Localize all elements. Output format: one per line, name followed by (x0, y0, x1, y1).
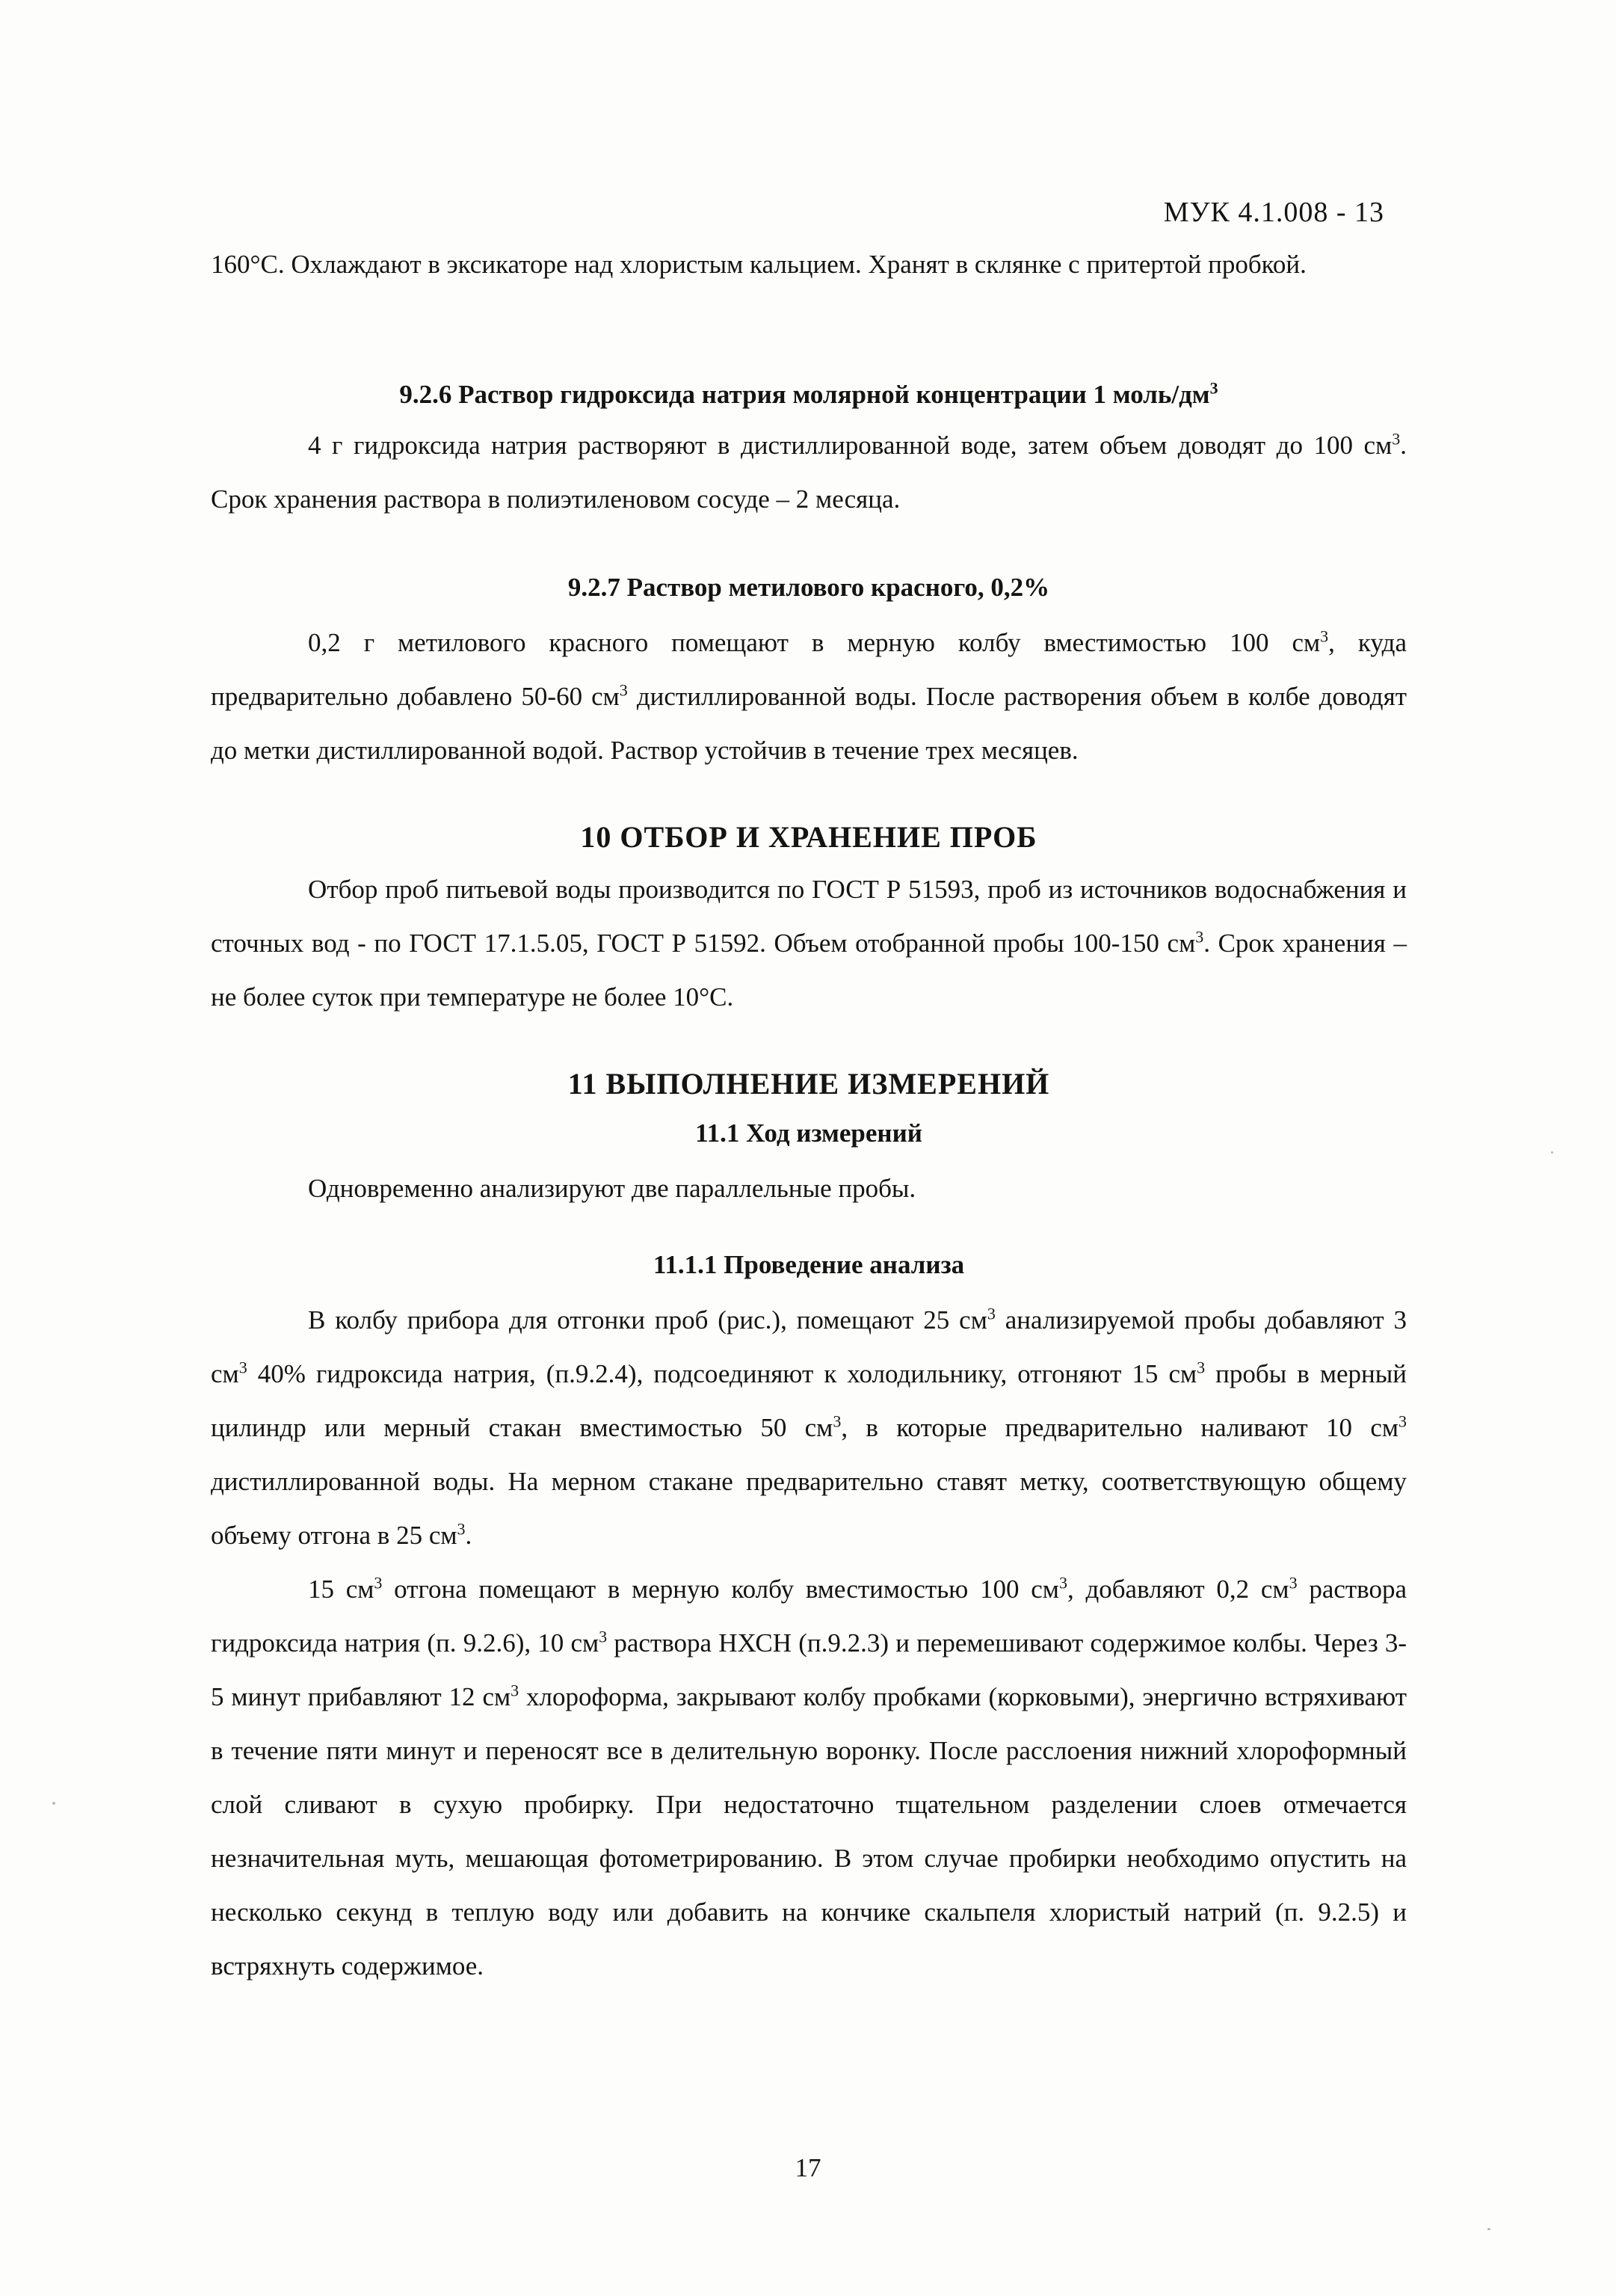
body-paragraph: Отбор проб питьевой воды производится по ГОСТ Р 51593, проб из источников водоснабжения и сточных вод - по ГОСТ 17.1.5.05, ГОСТ Р 51592. Объем отобранной пробы 100-150 $см^3$. Срок хранения – не более суток при температуре не более 10°С. (211, 875, 1407, 1012)
section-heading: 9.2.6 Раствор гидроксида натрия молярной концентрации 1 моль/$дм^3$ (399, 378, 1218, 409)
section-heading: 11 ВЫПОЛНЕНИЕ ИЗМЕРЕНИЙ (567, 1067, 1050, 1101)
scan-speck (1487, 2228, 1490, 2230)
body-paragraph: В колбу прибора для отгонки проб (рис.), помещают 25 $см^3$ анализируемой пробы добавляют 3 $см^3$ 40% гидроксида натрия, (п.9.2.4), подсоединяют к холодильнику, отгоняют 15 $см^3$ пробы в мерный цилиндр или мерный стакан вместимостью 50 $см^3$, в которые предварительно наливают 10 $см^3$ дистиллированной воды. На мерном стакане предварительно ставят метку, соответствующую общему объему отгона в 25 $см^3$. (211, 1304, 1407, 1550)
body-paragraph: 0,2 г метилового красного помещают в мерную колбу вместимостью 100 $см^3$, куда предварительно добавлено 50-60 $см^3$ дистиллированной воды. После растворения объем в колбе доводят до метки дистиллированной водой. Раствор устойчив в течение трех месяцев. (211, 627, 1407, 765)
body-paragraph: 4 г гидроксида натрия растворяют в дистиллированной воде, затем объем доводят до 100 $см^3$. Срок хранения раствора в полиэтиленовом сосуде – 2 месяца. (211, 429, 1407, 514)
body-paragraph: Одновременно анализируют две параллельные пробы. (308, 1174, 916, 1203)
subsection-heading: 11.1 Ход измерений (695, 1118, 922, 1148)
section-9-2-7 (211, 565, 1407, 778)
section-heading: 9.2.7 Раствор метилового красного, 0,2% (567, 573, 1050, 602)
section-9-2-6 (211, 372, 1407, 526)
page-number: 17 (795, 2153, 821, 2182)
scan-speck (1551, 1151, 1553, 1154)
section-heading: 10 ОТБОР И ХРАНЕНИЕ ПРОБ (580, 820, 1037, 854)
document-code: МУК 4.1.008 - 13 (1163, 197, 1384, 228)
scan-speck (52, 1802, 55, 1805)
section-10 (211, 813, 1407, 1024)
continuation-paragraph-block (211, 238, 1407, 292)
subsection-heading: 11.1.1 Проведение анализа (653, 1250, 965, 1279)
section-11 (211, 1060, 1407, 1993)
body-paragraph: 15 $см^3$ отгона помещают в мерную колбу вместимостью 100 $см^3$, добавляют 0,2 $см^3$ раствора гидроксида натрия (п. 9.2.6), 10 $см^3$ раствора НХСН (п.9.2.3) и перемешивают содержимое колбы. Через 3-5 минут прибавляют 12 $см^3$ хлороформа, закрывают колбу пробками (корковыми), энергично встряхивают в течение пяти минут и переносят все в делительную воронку. После расслоения нижний хлороформный слой сливают в сухую пробирку. При недостаточно тщательном разделении слоев отмечается незначительная муть, мешающая фотометрированию. В этом случае пробирки необходимо опустить на несколько секунд в теплую воду или добавить на кончике скальпеля хлористый натрий (п. 9.2.5) и встряхнуть содержимое. (211, 1573, 1407, 1980)
continuation-paragraph: 160°С. Охлаждают в эксикаторе над хлористым кальцием. Хранят в склянке с притертой пробкой. (211, 250, 1307, 279)
